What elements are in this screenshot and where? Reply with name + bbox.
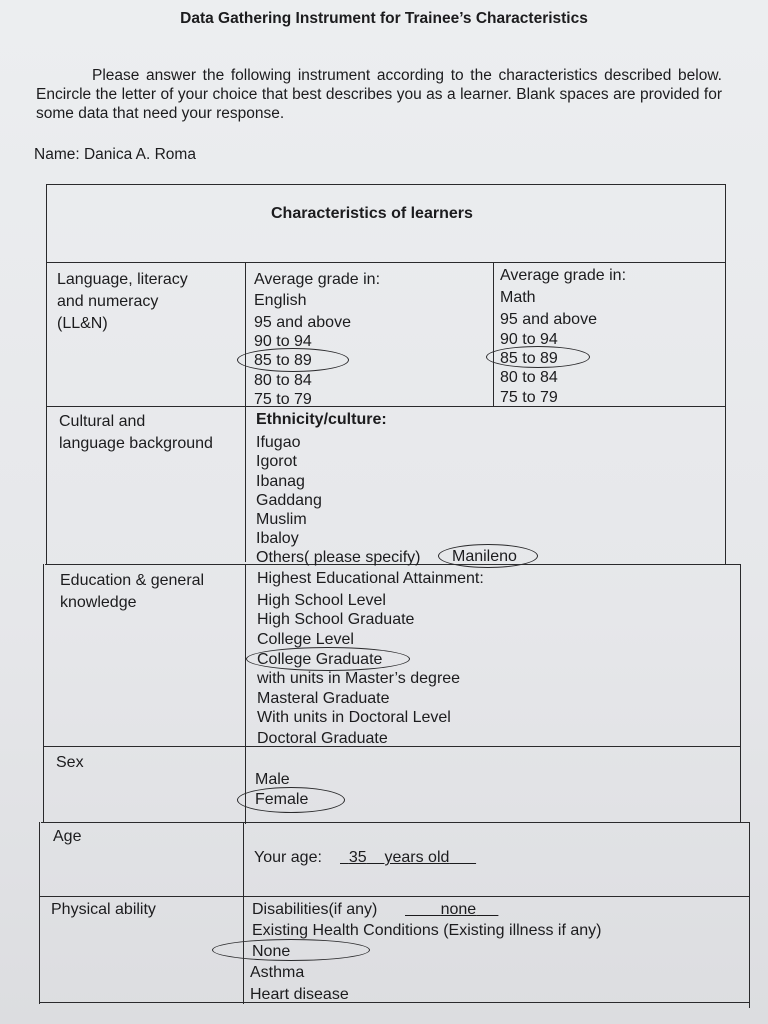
culture-option: Ibanag (256, 473, 305, 490)
culture-heading: Ethnicity/culture: (256, 411, 387, 428)
math-option: 75 to 79 (500, 389, 558, 406)
table-border-left-upper (46, 184, 47, 564)
education-label-2: knowledge (60, 594, 137, 611)
age-label: Age (53, 828, 82, 845)
math-option: 85 to 89 (500, 350, 558, 367)
table-border-top (46, 184, 726, 185)
sex-option: Male (255, 771, 290, 788)
table-border-right-lower (749, 822, 750, 1008)
row-line-2 (46, 406, 726, 407)
education-option: College Level (257, 631, 354, 648)
table-border-left-mid (43, 564, 44, 822)
english-selection-circle (237, 348, 349, 372)
education-option: College Graduate (257, 651, 383, 668)
math-option: 80 to 84 (500, 369, 558, 386)
math-selection-circle (486, 346, 590, 368)
age-prompt: Your age: (254, 849, 322, 866)
table-border-bottom (39, 1002, 750, 1003)
culture-label-2: language background (59, 435, 213, 452)
education-option: Masteral Graduate (257, 690, 390, 707)
age-value: 35 (348, 849, 367, 866)
age-answer (340, 848, 476, 867)
health-option: None (252, 943, 291, 960)
sex-selection-circle (237, 787, 345, 813)
culture-label-1: Cultural and (59, 413, 146, 430)
sex-option: Female (255, 791, 309, 808)
math-heading-1: Average grade in: (500, 267, 627, 284)
education-option: High School Graduate (257, 611, 415, 628)
col-line-c (243, 822, 244, 1004)
lln-label-1: Language, literacy (57, 271, 188, 288)
col-line-math (493, 262, 494, 406)
culture-option: Igorot (256, 453, 297, 470)
culture-option: Muslim (256, 511, 307, 528)
table-header: Characteristics of learners (271, 205, 473, 222)
culture-option: Gaddang (256, 492, 322, 509)
culture-others-prefix: Others( please specify) (256, 549, 421, 566)
instructions-paragraph: Please answer the following instrument according to the characteristics described below. Encircle the letter of your choice that best describes you as a learner. Blank spaces are provided for some data that need your response. (36, 67, 722, 122)
col-line-a (245, 262, 246, 562)
english-option: 75 to 79 (254, 391, 312, 408)
col-line-b (245, 564, 246, 824)
table-border-left-lower (39, 822, 40, 1004)
disabilities-value: none (440, 901, 477, 918)
row-line-1 (46, 262, 726, 263)
disabilities-answer (405, 900, 498, 919)
education-selection-circle (246, 647, 410, 671)
row-line-5 (41, 822, 750, 823)
education-option: with units in Master’s degree (257, 670, 461, 687)
health-selection-circle (212, 939, 370, 961)
english-option: 85 to 89 (254, 352, 312, 369)
table-border-right-upper (725, 184, 726, 564)
math-option: 95 and above (500, 311, 597, 328)
english-option: 80 to 84 (254, 372, 312, 389)
english-heading-2: English (254, 292, 307, 309)
education-heading: Highest Educational Attainment: (257, 570, 484, 587)
lln-label-3: (LL&N) (57, 315, 108, 332)
lln-label-2: and numeracy (57, 293, 159, 310)
physical-label: Physical ability (51, 901, 156, 918)
english-option: 90 to 94 (254, 333, 312, 350)
education-option: Doctoral Graduate (257, 730, 388, 747)
education-option: High School Level (257, 592, 386, 609)
math-option: 90 to 94 (500, 331, 558, 348)
sex-label: Sex (56, 754, 84, 771)
education-label-1: Education & general (60, 572, 205, 589)
row-line-6 (40, 896, 750, 897)
health-option: Asthma (250, 964, 305, 981)
health-heading: Existing Health Conditions (Existing illness if any) (252, 922, 602, 939)
respondent-name: Name: Danica A. Roma (34, 146, 196, 163)
document-title: Data Gathering Instrument for Trainee’s Characteristics (180, 10, 588, 27)
table-border-right-mid (740, 564, 741, 822)
culture-option: Ibaloy (256, 530, 299, 547)
culture-others-value: Manileno (452, 548, 517, 565)
culture-selection-circle (438, 544, 538, 568)
english-option: 95 and above (254, 314, 351, 331)
math-heading-2: Math (500, 289, 536, 306)
age-unit: years old (384, 849, 450, 866)
education-option: With units in Doctoral Level (257, 709, 451, 726)
culture-option: Ifugao (256, 434, 301, 451)
row-line-4 (43, 746, 741, 747)
english-heading-1: Average grade in: (254, 271, 381, 288)
health-option: Heart disease (250, 986, 349, 1003)
disabilities-prompt: Disabilities(if any) (252, 901, 378, 918)
